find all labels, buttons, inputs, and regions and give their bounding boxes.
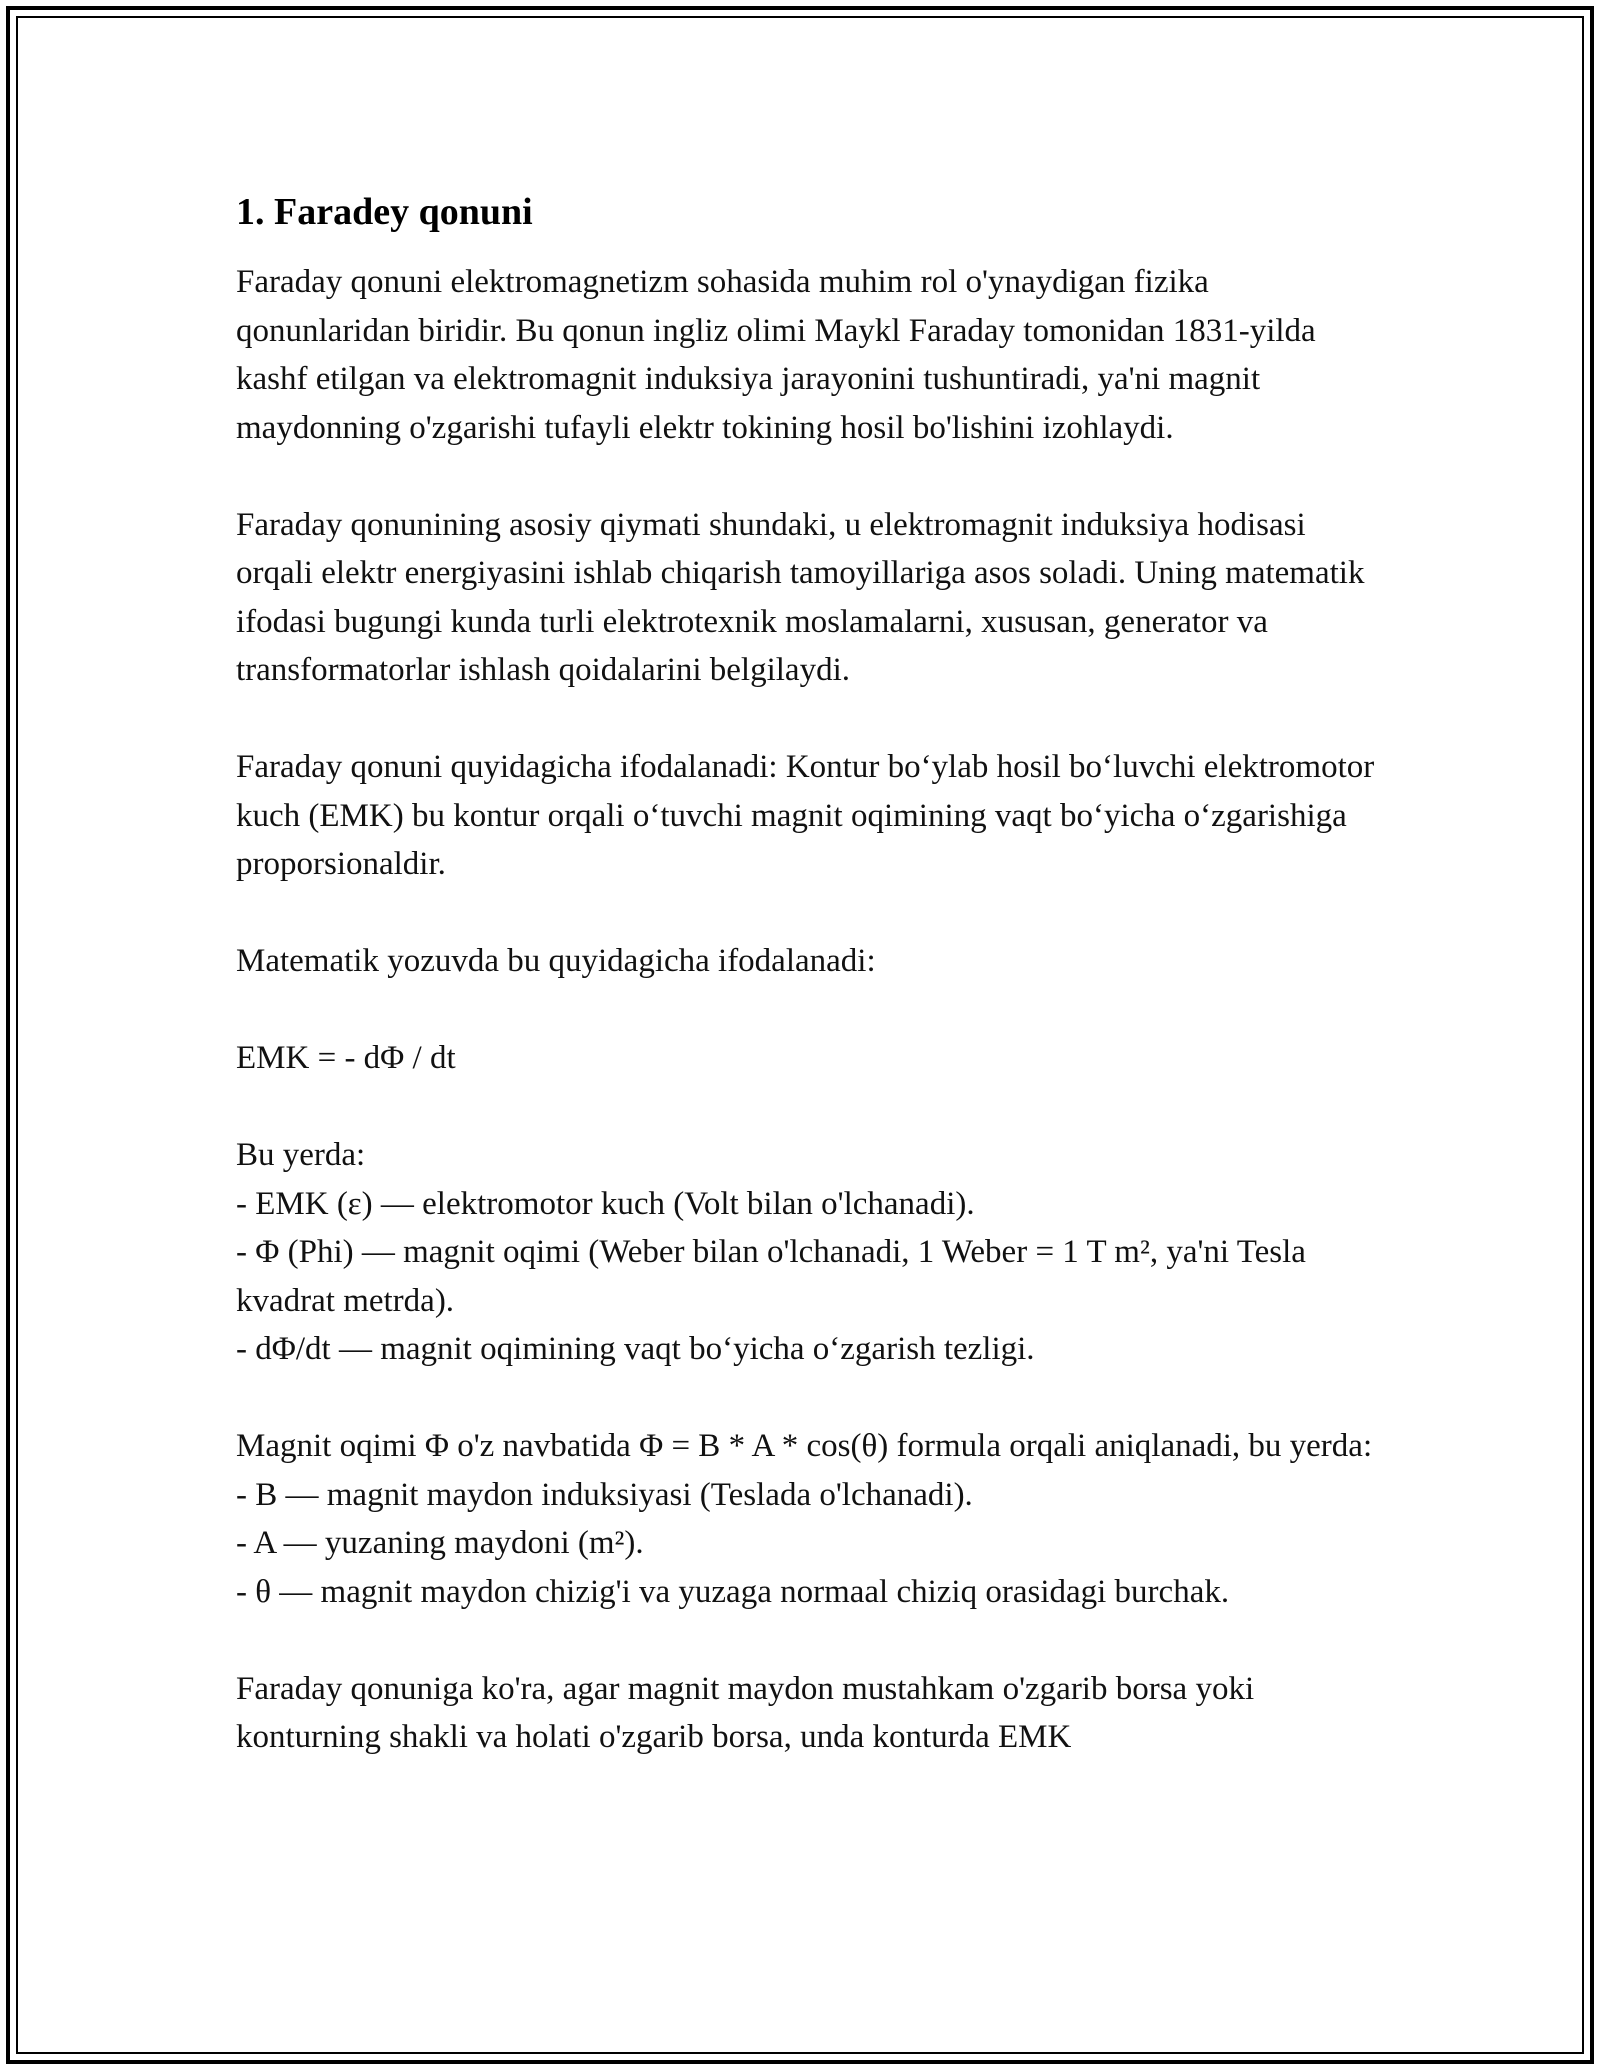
paragraph-conclusion: Faraday qonuniga ko'ra, agar magnit maydon mustahkam o'zgarib borsa yoki konturning shakli va holati o'zgarib borsa, unda konturda EMK (236, 1670, 1255, 1755)
paragraph-law-statement: Faraday qonuni quyidagicha ifodalanadi: Kontur bo‘ylab hosil bo‘luvchi elektromotor kuch (EMK) bu kontur orqali o‘tuvchi magnit oqimining vaqt bo‘yicha o‘zgarishiga proporsionaldir. (236, 749, 1375, 882)
definition-item-emk: - EMK (ε) — elektromotor kuch (Volt bilan o'lchanadi). (236, 1185, 975, 1222)
flux-formula-intro: Magnit oqimi Φ o'z navbatida Φ = B * A * cos(θ) formula orqali aniqlanadi, bu yerda: (236, 1428, 1373, 1464)
definition-item-phi: - Φ (Phi) — magnit oqimi (Weber bilan o'lchanadi, 1 Weber = 1 T m², ya'ni Tesla kvadrat metrda). (236, 1234, 1306, 1319)
paragraph-intro: Faraday qonuni elektromagnetizm sohasida muhim rol o'ynaydigan fizika qonunlaridan biridir. Bu qonun ingliz olimi Maykl Faraday tomonidan 1831-yilda kashf etilgan va elektromagnit induksiya jarayonini tushuntiradi, ya'ni magnit maydonning o'zgarishi tufayli elektr tokining hosil bo'lishini izohlaydi. (236, 264, 1316, 446)
formula-emk: EMK = - dΦ / dt (236, 1040, 456, 1076)
definitions-intro: Bu yerda: (236, 1137, 366, 1173)
definition-item-a: - A — yuzaning maydoni (m²). (236, 1525, 644, 1561)
paragraph-math-intro: Matematik yozuvda bu quyidagicha ifodalanadi: (236, 943, 876, 979)
definition-item-dphi-dt: - dΦ/dt — magnit oqimining vaqt bo‘yicha o‘zgarish tezligi. (236, 1331, 1035, 1367)
paragraph-significance: Faraday qonunining asosiy qiymati shundaki, u elektromagnit induksiya hodisasi orqali elektr energiyasini ishlab chiqarish tamoyillariga asos soladi. Uning matematik ifodasi bugungi kunda turli elektrotexnik moslamalarni, xususan, generator va transformatorlar ishlash qoidalarini belgilaydi. (236, 506, 1365, 688)
definitions-list-emk (236, 1131, 1376, 1374)
definition-item-theta: - θ — magnit maydon chizig'i va yuzaga normaal chiziq orasidagi burchak. (236, 1573, 1230, 1610)
page-title: 1. Faradey qonuni (236, 191, 533, 233)
definitions-list-flux (236, 1422, 1376, 1616)
definition-item-b: - B — magnit maydon induksiyasi (Teslada o'lchanadi). (236, 1476, 973, 1513)
document-body (236, 186, 1376, 1810)
